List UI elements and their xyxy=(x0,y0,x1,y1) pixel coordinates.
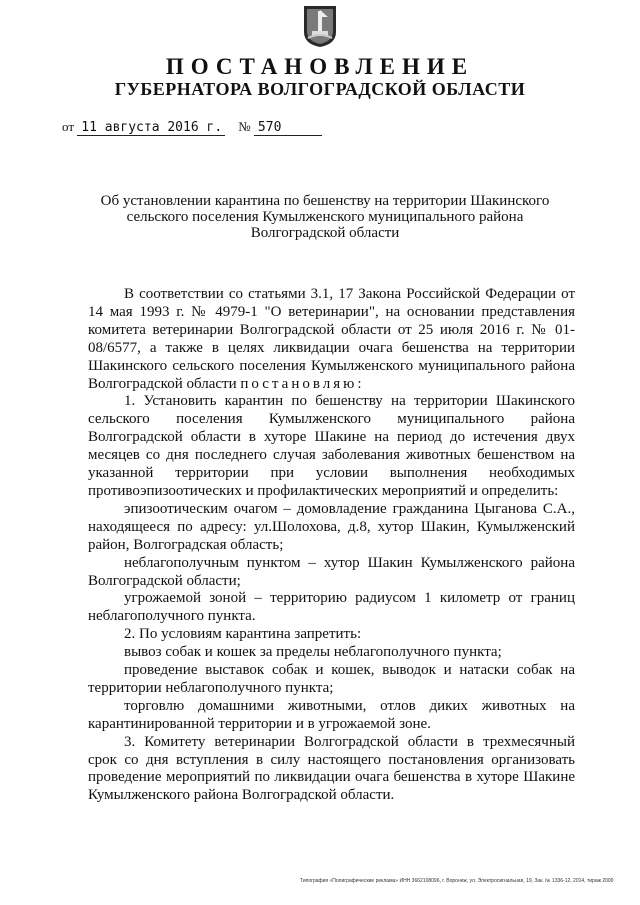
heading-line: Об установлении карантина по бешенству на территории Шакинского xyxy=(100,193,550,209)
printer-imprint: Типография «Полиграфические реклама» ИНН 3662108096, г. Воронеж, ул. Электросигнальная, 19, Зак. № 1336-12, 2014, тираж 2000 xyxy=(300,878,614,884)
paragraph-2c: торговлю домашними животными, отлов диких животных на карантинированной территории и в угрожаемой зоне. xyxy=(88,697,575,732)
document-date: 11 августа 2016 г. xyxy=(77,120,225,136)
heading-line: сельского поселения Кумылженского муниципального района xyxy=(126,209,524,225)
paragraph-1c: угрожаемой зоной – территорию радиусом 1 километр от границ неблагополучного пункта. xyxy=(88,590,575,625)
paragraph-1b: неблагополучным пунктом – хутор Шакин Кумылженского района Волгоградской области; xyxy=(88,554,575,589)
heading-line: Волгоградской области xyxy=(250,225,400,241)
document-title: ПОСТАНОВЛЕНИЕ xyxy=(165,54,475,79)
coat-of-arms-icon xyxy=(302,4,338,48)
date-number-line xyxy=(62,119,322,136)
from-label: от xyxy=(62,119,75,134)
paragraph-2: 2. По условиям карантина запретить: xyxy=(124,626,362,643)
paragraph-1: 1. Установить карантин по бешенству на территории Шакинского сельского поселения Кумылженского муниципального района Волгоградской области в хуторе Шакине на период до истечения двух месяцев со дня последнего случая заболевания животных бешенством на указанной территории при условии выполнения необходимых противоэпизоотических и профилактических мероприятий и определить: xyxy=(88,393,575,499)
paragraph-1a: эпизоотическим очагом – домовладение гражданина Цыганова С.А., находящееся по адресу: ул.Шолохова, д.8, хутор Шакин, Кумылженский район, Волгоградская область; xyxy=(88,500,575,553)
paragraph-2b: проведение выставок собак и кошек, выводок и натаски собак на территории неблагополучного пункта; xyxy=(88,662,575,696)
document-heading xyxy=(90,193,560,241)
intro-paragraph xyxy=(88,286,575,393)
number-label: № xyxy=(238,119,251,134)
intro-text: В соответствии со статьями 3.1, 17 Закона Российской Федерации от 14 мая 1993 г. № 4979-1 "О ветеринарии", на основании представления комитета ветеринарии Волгоградской области от 25 июля 2016 г. № 01-08/6577, а также в целях ликвидации очага бешенства на территории Шакинского сельского поселения Кумылженского муниципального района Волгоградской области xyxy=(88,286,575,392)
paragraph-2a: вывоз собак и кошек за пределы неблагополучного пункта; xyxy=(124,644,502,661)
document-subtitle: ГУБЕРНАТОРА ВОЛГОГРАДСКОЙ ОБЛАСТИ xyxy=(114,79,526,99)
document-body xyxy=(88,286,575,805)
decree-word: постановляю: xyxy=(240,375,365,392)
paragraph-3: 3. Комитету ветеринарии Волгоградской области в трехмесячный срок со дня вступления в силу настоящего постановления организовать проведение мероприятий по ликвидации очага бешенства в хуторе Шакине Кумылженского района Волгоградской области. xyxy=(88,733,575,804)
document-number: 570 xyxy=(254,120,322,136)
